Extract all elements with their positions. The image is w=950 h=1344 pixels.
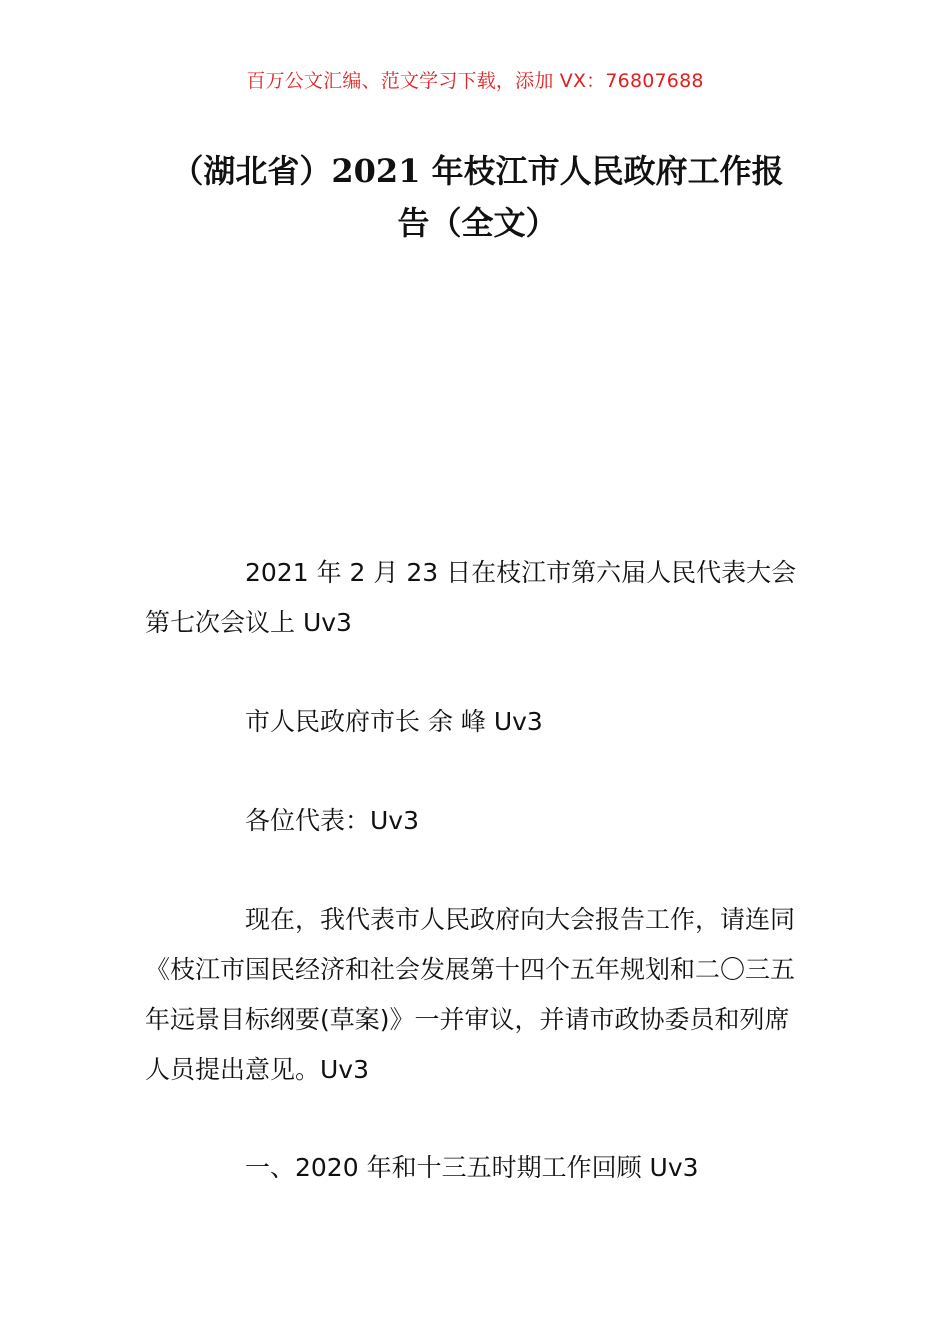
greeting-paragraph <box>145 796 810 846</box>
section-heading-text: 一、2020 年和十三五时期工作回顾 Uv3 <box>245 1153 699 1182</box>
meeting-info-text: 2021 年 2 月 23 日在枝江市第六届人民代表大会第七次会议上 Uv3 <box>145 558 797 637</box>
intro-paragraph <box>145 895 810 1095</box>
document-title <box>145 145 810 249</box>
meeting-info-paragraph <box>145 548 810 648</box>
document-title-line-1: （湖北省）2021 年枝江市人民政府工作报 <box>171 152 784 190</box>
greeting-text: 各位代表：Uv3 <box>245 806 419 835</box>
header-watermark-note: 百万公文汇编、范文学习下载，添加 VX：76807688 <box>246 70 704 92</box>
section-heading-paragraph <box>145 1143 810 1193</box>
speaker-text: 市人民政府市长 余 峰 Uv3 <box>245 707 543 736</box>
document-title-line-2: 告（全文） <box>397 204 558 242</box>
intro-text: 现在，我代表市人民政府向大会报告工作，请连同《枝江市国民经济和社会发展第十四个五年规划和二〇三五年远景目标纲要(草案)》一并审议，并请市政协委员和列席人员提出意见。Uv3 <box>145 905 796 1084</box>
speaker-paragraph <box>145 697 810 747</box>
